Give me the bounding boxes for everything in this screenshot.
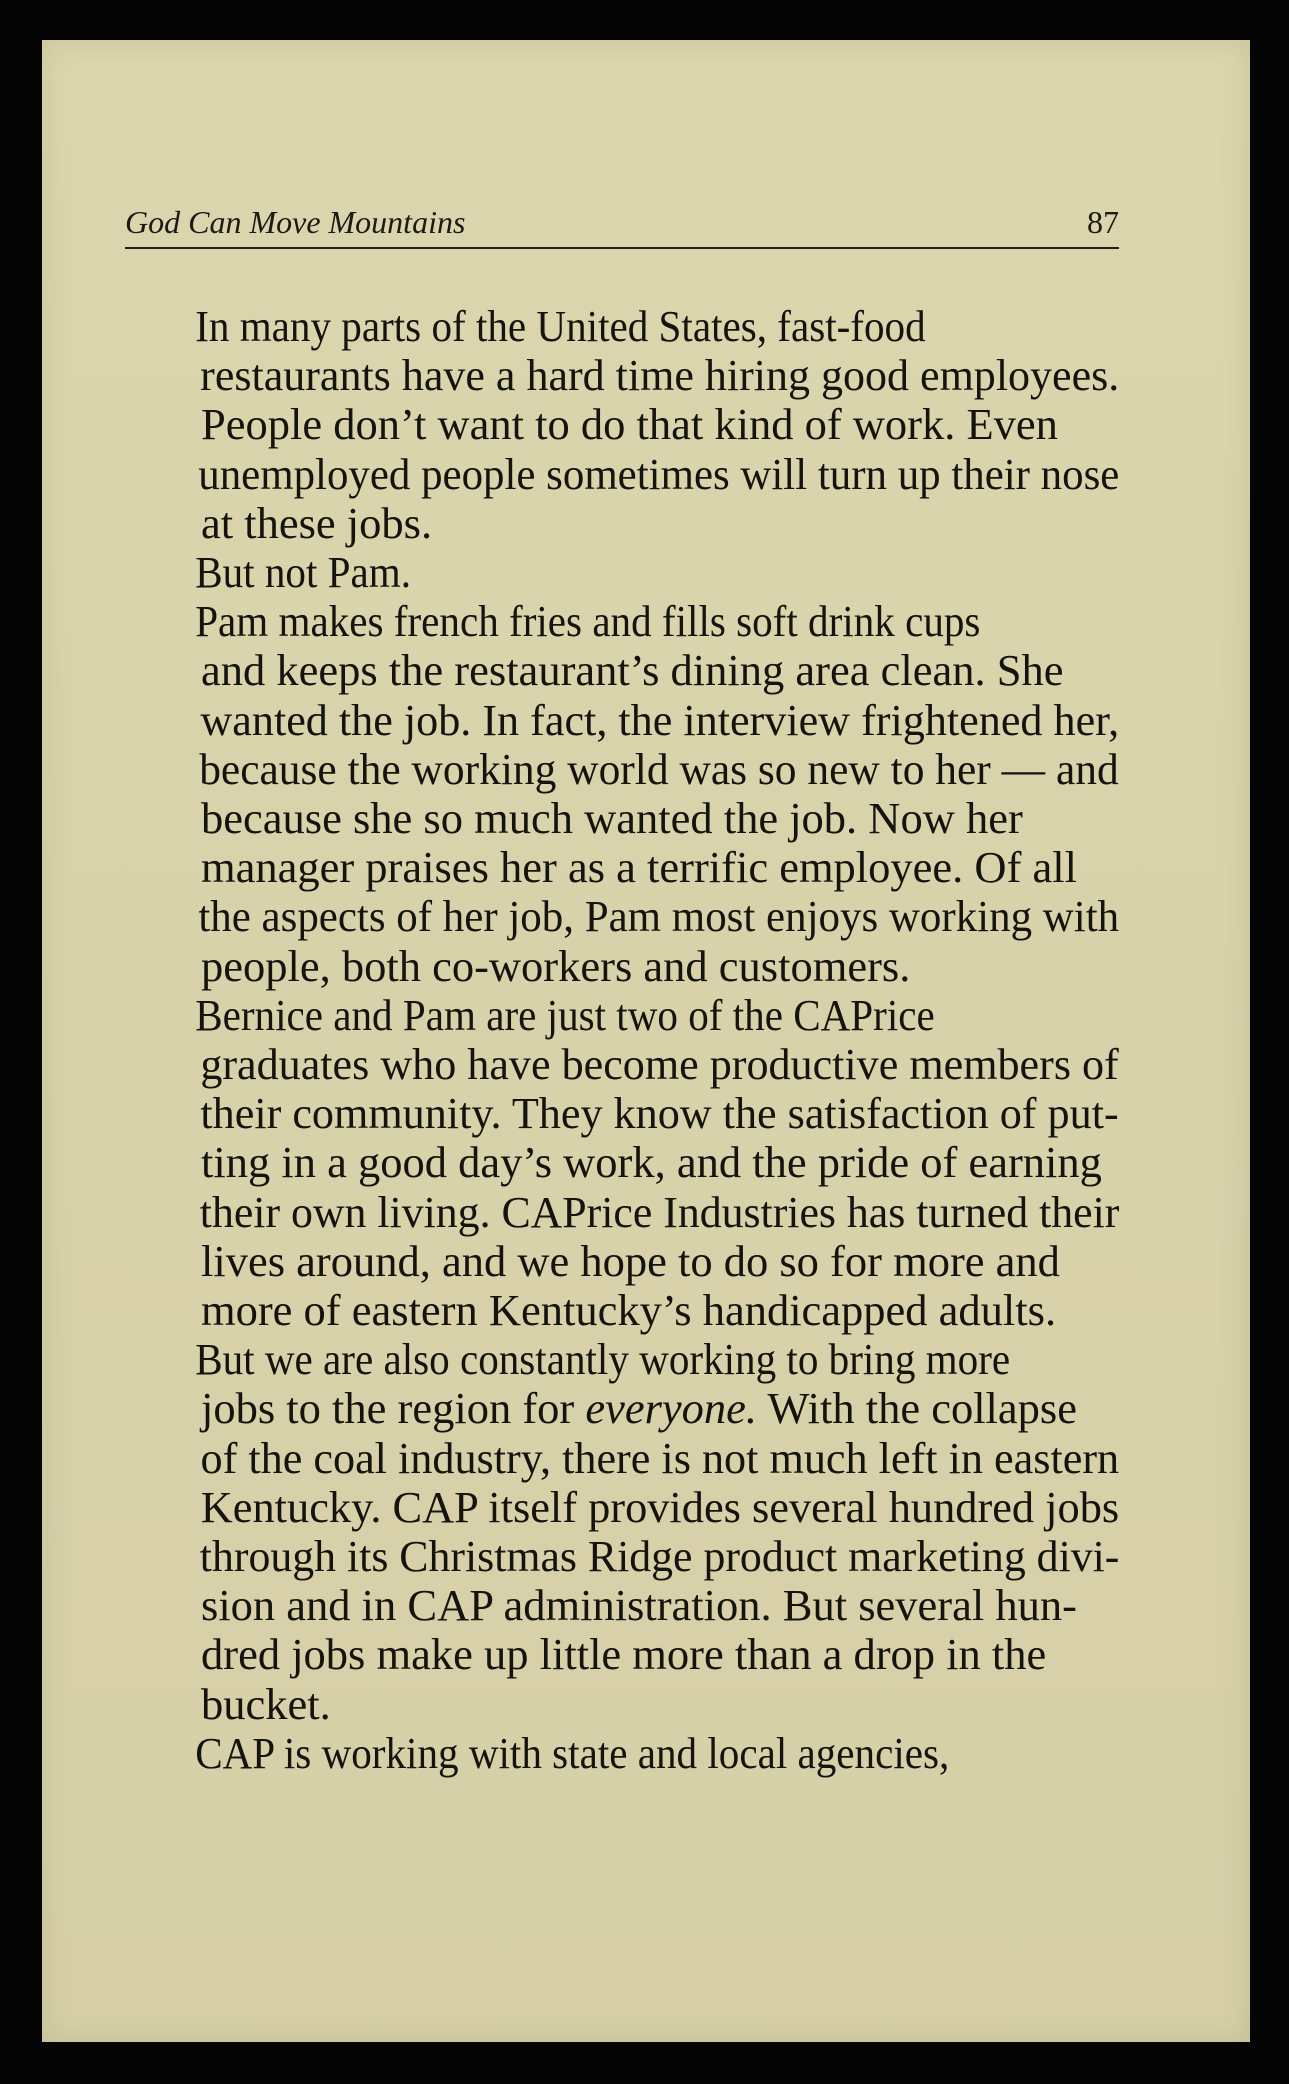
text-line: more of eastern Kentucky’s handicapped adults. xyxy=(201,1285,1057,1336)
text-line: dred jobs make up little more than a drop in the xyxy=(201,1629,1047,1680)
text-line: bucket. xyxy=(201,1678,331,1729)
text-line: people, both co-workers and customers. xyxy=(201,940,911,991)
text-line: CAP is working with state and local agencies, xyxy=(195,1727,950,1778)
text-line xyxy=(125,1384,1119,1433)
header-title: God Can Move Mountains xyxy=(125,204,466,240)
text-line: ting in a good day’s work, and the pride of earning xyxy=(201,1137,1102,1188)
paragraph-4 xyxy=(125,991,1119,1335)
text-line: unemployed people sometimes will turn up their nose xyxy=(198,448,1120,499)
text-line: manager praises her as a terrific employee. Of all xyxy=(201,842,1077,893)
paragraph-2 xyxy=(125,548,1119,597)
paragraph-3 xyxy=(125,597,1119,991)
page-number: 87 xyxy=(1087,204,1119,240)
paragraph-5 xyxy=(125,1335,1119,1729)
text-line: sion and in CAP administration. But several hun- xyxy=(201,1580,1077,1631)
text-line: at these jobs. xyxy=(201,497,433,548)
text-line: and keeps the restaurant’s dining area clean. She xyxy=(201,645,1064,696)
text-line: through its Christmas Ridge product marketing divi- xyxy=(199,1531,1120,1582)
text-line: In many parts of the United States, fast-food xyxy=(195,301,926,351)
text-run: jobs to the region for xyxy=(201,1383,586,1434)
paragraph-6 xyxy=(125,1729,1119,1778)
running-header xyxy=(125,175,1119,249)
text-line: But we are also constantly working to bring more xyxy=(195,1334,1011,1385)
body-text xyxy=(125,302,1119,1778)
text-line: restaurants have a hard time hiring good employees. xyxy=(200,350,1120,401)
text-line: their community. They know the satisfaction of put- xyxy=(200,1088,1119,1139)
text-line: because she so much wanted the job. Now her xyxy=(201,793,1023,844)
text-line: the aspects of her job, Pam most enjoys working with xyxy=(198,891,1120,942)
text-line: But not Pam. xyxy=(195,547,411,598)
text-line: graduates who have become productive members of xyxy=(200,1039,1119,1090)
text-line: Pam makes french fries and fills soft drink cups xyxy=(195,596,981,647)
text-line: People don’t want to do that kind of work. Even xyxy=(201,399,1058,450)
text-line: Bernice and Pam are just two of the CAPrice xyxy=(195,989,935,1040)
text-line: of the coal industry, there is not much left in eastern xyxy=(200,1432,1120,1483)
text-line: wanted the job. In fact, the interview frightened her, xyxy=(200,694,1120,745)
emphasis-everyone: everyone. xyxy=(585,1383,758,1434)
text-line: their own living. CAPrice Industries has turned their xyxy=(199,1186,1120,1237)
text-line: lives around, and we hope to do so for more and xyxy=(201,1235,1060,1286)
text-run: With the collapse xyxy=(757,1383,1077,1434)
text-line: Kentucky. CAP itself provides several hundred jobs xyxy=(200,1481,1120,1532)
text-line: because the working world was so new to her — and xyxy=(199,743,1119,794)
paragraph-1 xyxy=(125,302,1119,548)
